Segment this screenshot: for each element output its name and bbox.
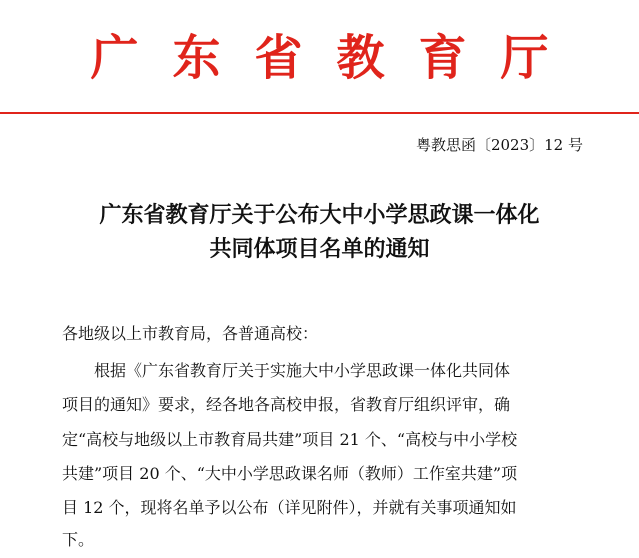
red-divider-line [0, 112, 639, 114]
document-title [0, 198, 639, 266]
body-paragraph-line: 项目的通知》要求，经各地各高校申报，省教育厅组织评审，确 [62, 395, 511, 414]
title-line: 共同体项目名单的通知 [209, 236, 430, 262]
title-line: 广东省教育厅关于公布大中小学思政课一体化 [99, 202, 540, 228]
body-paragraph-line: 共建”项目 20 个、“大中小学思政课名师（教师）工作室共建”项 [62, 464, 518, 483]
body-paragraph-line: 下。 [62, 530, 95, 549]
issuing-organization-header: 广东省教育厅 [90, 30, 583, 86]
addressee-line: 各地级以上市教育局，各普通高校： [62, 324, 319, 343]
body-paragraph-line: 定“高校与地级以上市教育局共建”项目 21 个、“高校与中小学校 [62, 430, 518, 449]
body-paragraph-line: 目 12 个，现将名单予以公布（详见附件），并就有关事项通知如 [62, 498, 517, 517]
document-number: 粤教思函〔2023〕12 号 [415, 136, 583, 154]
body-paragraph-line: 根据《广东省教育厅关于实施大中小学思政课一体化共同体 [94, 361, 511, 380]
